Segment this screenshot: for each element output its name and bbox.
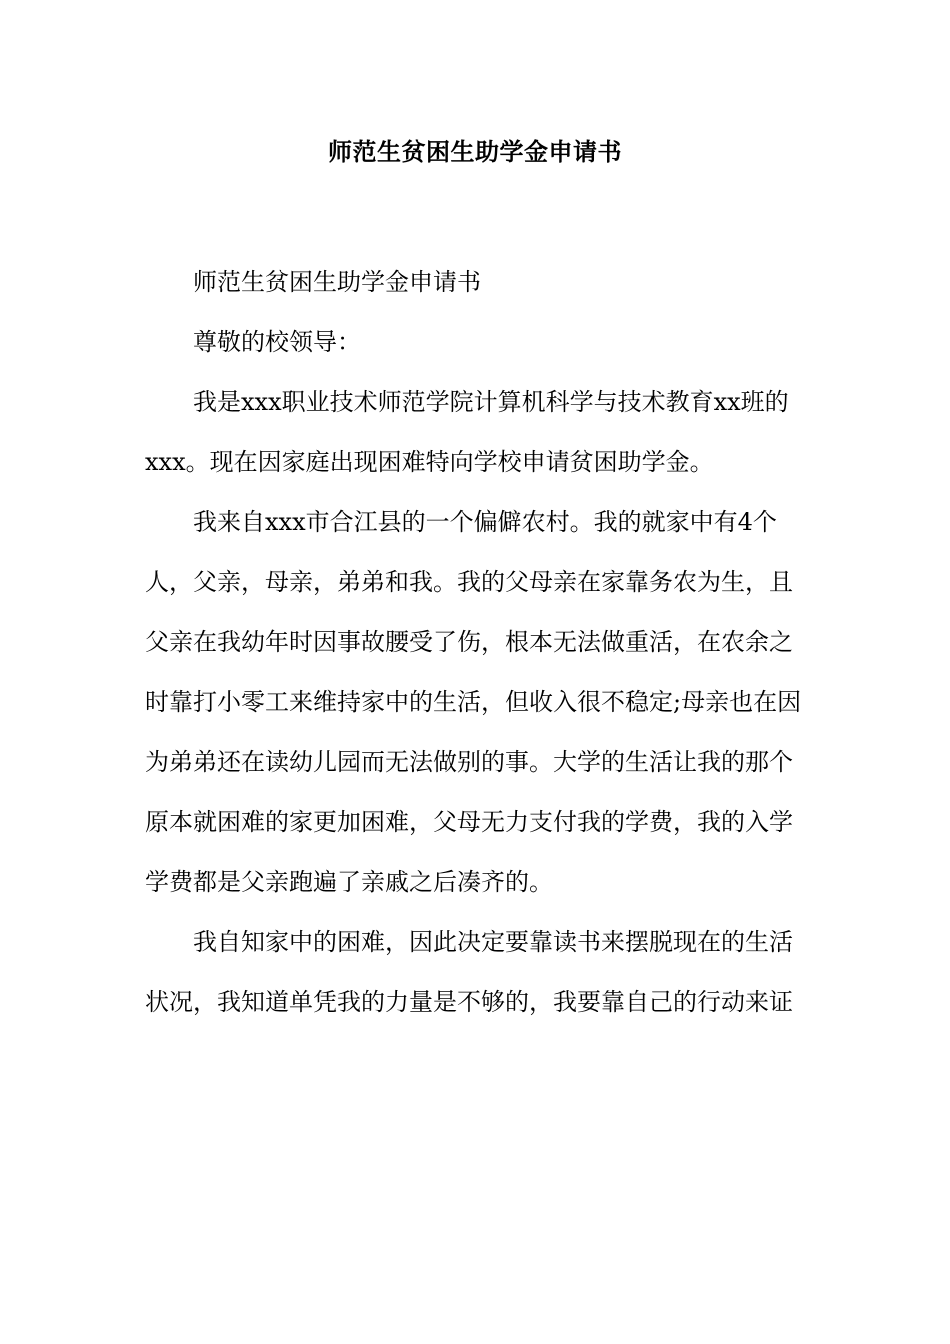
paragraph-heading: 师范生贫困生助学金申请书	[193, 268, 481, 296]
paragraph-salutation: 尊敬的校领导：	[193, 328, 361, 356]
paragraph-resolution: 我自知家中的困难，因此决定要靠读书来摆脱现在的生活状况，我知道单凭我的力量是不够的，我要靠自己的行动来证	[145, 928, 793, 1016]
paragraph-introduction: 我是xxx职业技术师范学院计算机科学与技术教育xx班的xxx。现在因家庭出现困难特向学校申请贫困助学金。	[145, 388, 789, 476]
paragraph-family-situation: 我来自xxx市合江县的一个偏僻农村。我的就家中有4个人，父亲，母亲，弟弟和我。我的父母亲在家靠务农为生，且父亲在我幼年时因事故腰受了伤，根本无法做重活，在农余之时靠打小零工来维持家中的生活，但收入很不稳定;母亲也在因为弟弟还在读幼儿园而无法做别的事。大学的生活让我的那个原本就困难的家更加困难，父母无力支付我的学费，我的入学学费都是父亲跑遍了亲戚之后凑齐的。	[145, 508, 802, 896]
document-body	[145, 252, 805, 1032]
document-title: 师范生贫困生助学金申请书	[328, 138, 622, 166]
